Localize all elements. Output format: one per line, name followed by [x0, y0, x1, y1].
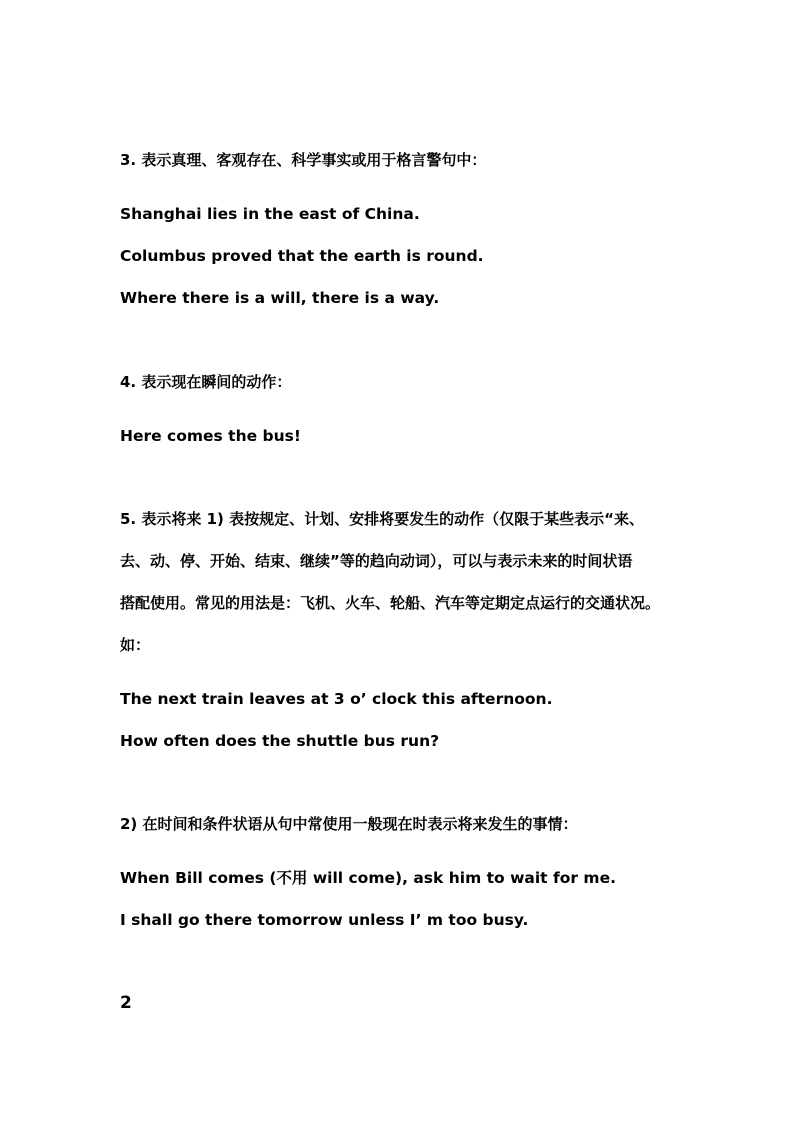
section5-heading-line-2: 去、动、停、开始、结束、继续”等的趋向动词），可以与表示未来的时间状语: [120, 552, 633, 570]
section3-example-2: Columbus proved that the earth is round.: [120, 247, 484, 265]
section5-2-example-1: When Bill comes (不用 will come), ask him to wait for me.: [120, 869, 616, 887]
section5-2-heading: 2) 在时间和条件状语从句中常使用一般现在时表示将来发生的事情：: [120, 815, 578, 833]
section5-example-1: The next train leaves at 3 o’ clock this afternoon.: [120, 690, 553, 708]
section3-example-3: Where there is a will, there is a way.: [120, 289, 440, 307]
page-number: 2: [120, 993, 132, 1013]
section4-heading: 4. 表示现在瞬间的动作：: [120, 373, 292, 391]
section3-example-1: Shanghai lies in the east of China.: [120, 205, 420, 223]
section4-example-1: Here comes the bus!: [120, 427, 301, 445]
section5-heading-line-1: 5. 表示将来 1) 表按规定、计划、安排将要发生的动作（仅限于某些表示“来、: [120, 510, 644, 528]
section5-example-2: How often does the shuttle bus run?: [120, 732, 440, 750]
section5-heading-line-4: 如：: [120, 636, 151, 654]
section3-heading: 3. 表示真理、客观存在、科学事实或用于格言警句中：: [120, 151, 487, 169]
section5-2-example-2: I shall go there tomorrow unless I’ m too busy.: [120, 911, 529, 929]
section5-heading-line-3: 搭配使用。常见的用法是：飞机、火车、轮船、汽车等定期定点运行的交通状况。: [120, 594, 661, 612]
